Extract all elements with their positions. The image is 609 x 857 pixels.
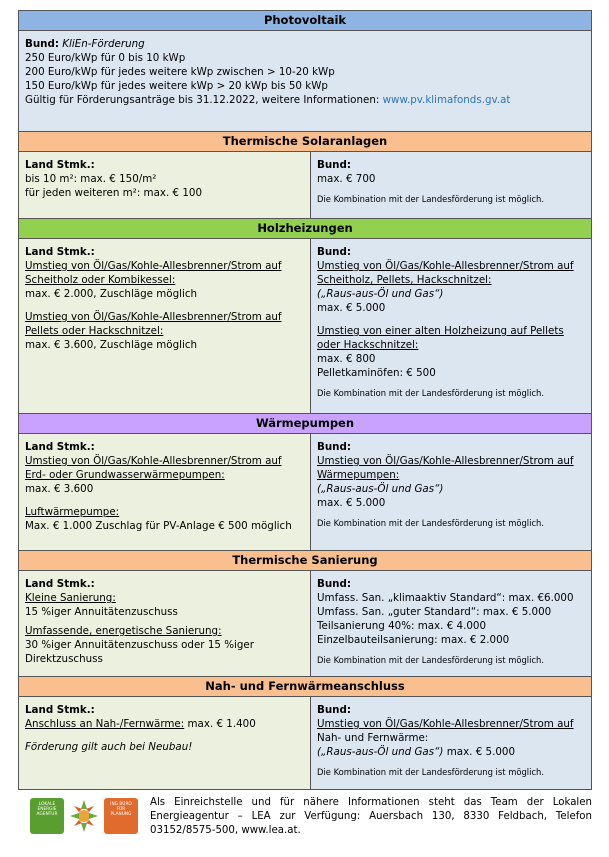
solar-row [19,152,591,219]
waerme-bund-a-tag: („Raus-aus-Öl und Gas“) [317,483,444,495]
waerme-row [19,434,591,551]
holz-bund-cell [311,239,591,413]
solar-note: Die Kombination mit der Landesförderung ist möglich. [317,194,545,204]
waerme-land-a-title: Umstieg von Öl/Gas/Kohle-Allesbrenner/Strom auf Erd- oder Grundwasserwärmepumpen: [25,455,282,481]
holz-bund-a-tag: („Raus-aus-Öl und Gas“) [317,288,444,300]
waerme-land-cell [19,434,311,550]
solar-land-line: bis 10 m²: max. € 150/m² [25,173,157,185]
pv-row [19,31,591,132]
solar-bund-line: max. € 700 [317,173,376,185]
fernwaerme-bund-a-rest: Nah- und Fernwärme: [317,732,429,744]
fernwaerme-land-a-value: max. € 1.400 [184,718,256,730]
sunflower-logo-icon [68,798,100,834]
sanierung-bund-line: Einzelbauteilsanierung: max. € 2.000 [317,634,510,646]
fernwaerme-row [19,697,591,790]
holz-land-a-value: max. € 2.000, Zuschläge möglich [25,288,198,300]
solar-land-label: Land Stmk.: [25,159,95,171]
section-header-solar: Thermische Solaranlagen [19,132,591,152]
waerme-land-label: Land Stmk.: [25,441,95,453]
waerme-bund-a-title: Umstieg von Öl/Gas/Kohle-Allesbrenner/Strom auf Wärmepumpen: [317,455,574,481]
waerme-bund-cell [311,434,591,550]
holz-bund-a-value: max. € 5.000 [317,302,386,314]
sanierung-land-cell [19,571,311,676]
sanierung-note: Die Kombination mit der Landesförderung ist möglich. [317,655,545,665]
fernwaerme-land-cell [19,697,311,789]
pv-validity: Gültig für Förderungsanträge bis 31.12.2022, weitere Informationen: [25,94,380,106]
sanierung-bund-line: Umfass. San. „guter Standard“: max. € 5.000 [317,606,552,618]
waerme-land-b-title: Luftwärmepumpe: [25,506,120,518]
lea-logo-text: LOKALE ENERGIE AGENTUR [36,802,58,817]
funding-table [18,10,592,790]
waerme-land-b-value: Max. € 1.000 Zuschlag für PV-Anlage € 500 möglich [25,520,292,532]
pv-line: 200 Euro/kWp für jedes weitere kWp zwischen > 10-20 kWp [25,66,335,78]
waerme-land-a-value: max. € 3.600 [25,483,94,495]
footer [30,796,592,844]
sanierung-land-b-value: 30 %iger Annuitätenzuschuss oder 15 %iger Direktzuschuss [25,639,254,665]
solar-bund-cell [311,152,591,218]
pv-program: KliEn-Förderung [62,38,145,50]
waerme-bund-label: Bund: [317,441,351,453]
solar-land-cell [19,152,311,218]
fernwaerme-bund-cell [311,697,591,789]
sanierung-bund-line: Teilsanierung 40%: max. € 4.000 [317,620,486,632]
holz-bund-b-title: Umstieg von einer alten Holzheizung auf Pellets oder Hackschnitzel: [317,325,564,351]
planning-office-logo [104,798,138,834]
holz-row [19,239,591,414]
fernwaerme-bund-a-tag: („Raus-aus-Öl und Gas“) [317,746,444,758]
fernwaerme-land-a-title: Anschluss an Nah-/Fernwärme: [25,718,185,730]
holz-bund-label: Bund: [317,246,351,258]
holz-land-b-value: max. € 3.600, Zuschläge möglich [25,339,198,351]
sanierung-bund-cell [311,571,591,676]
fernwaerme-bund-a-title: Umstieg von Öl/Gas/Kohle-Allesbrenner/Strom auf [317,718,574,730]
fernwaerme-bund-a-value: max. € 5.000 [443,746,516,758]
holz-bund-b-value: max. € 800 [317,353,376,365]
sanierung-land-a-title: Kleine Sanierung: [25,592,116,604]
pv-line: 250 Euro/kWp für 0 bis 10 kWp [25,52,186,64]
pv-cell [19,31,591,131]
fernwaerme-note: Die Kombination mit der Landesförderung ist möglich. [317,767,545,777]
section-header-photovoltaik: Photovoltaik [19,11,591,31]
waerme-note: Die Kombination mit der Landesförderung ist möglich. [317,518,545,528]
fernwaerme-land-note: Förderung gilt auch bei Neubau! [25,741,193,753]
fernwaerme-bund-label: Bund: [317,704,351,716]
section-header-fernwaerme: Nah- und Fernwärmeanschluss [19,677,591,697]
holz-land-b-title: Umstieg von Öl/Gas/Kohle-Allesbrenner/Strom auf Pellets oder Hackschnitzel: [25,311,282,337]
pv-line: 150 Euro/kWp für jedes weitere kWp > 20 kWp bis 50 kWp [25,80,328,92]
holz-land-a-title: Umstieg von Öl/Gas/Kohle-Allesbrenner/Strom auf Scheitholz oder Kombikessel: [25,260,282,286]
sanierung-bund-line: Umfass. San. „klimaaktiv Standard“: max. €6.000 [317,592,574,604]
holz-bund-b-extra: Pelletkaminöfen: € 500 [317,367,436,379]
waerme-bund-a-value: max. € 5.000 [317,497,386,509]
sanierung-land-a-value: 15 %iger Annuitätenzuschuss [25,606,178,618]
section-header-sanierung: Thermische Sanierung [19,551,591,571]
pv-link[interactable]: www.pv.klimafonds.gv.at [382,94,511,106]
holz-bund-a-title: Umstieg von Öl/Gas/Kohle-Allesbrenner/Strom auf Scheitholz, Pellets, Hackschnitzel: [317,260,574,286]
fernwaerme-land-label: Land Stmk.: [25,704,95,716]
solar-land-line: für jeden weiteren m²: max. € 100 [25,187,203,199]
planning-logo-text: ING BÜRO FÜR PLANUNG [110,802,132,817]
sanierung-land-b-title: Umfassende, energetische Sanierung: [25,625,222,637]
solar-bund-label: Bund: [317,159,351,171]
holz-land-label: Land Stmk.: [25,246,95,258]
sanierung-row [19,571,591,677]
section-header-waerme: Wärmepumpen [19,414,591,434]
pv-bund-label: Bund: [25,38,59,50]
footer-contact-text: Als Einreichstelle und für nähere Informationen steht das Team der Lokalen Energieagentur – LEA zur Verfügung: Auersbach 130, 8330 Feldbach, Telefon 03152/8575-500, www.lea.at. [150,797,592,836]
sanierung-land-label: Land Stmk.: [25,578,95,590]
lea-logo [30,798,64,834]
holz-note: Die Kombination mit der Landesförderung ist möglich. [317,388,545,398]
section-header-holz: Holzheizungen [19,219,591,239]
holz-land-cell [19,239,311,413]
sanierung-bund-label: Bund: [317,578,351,590]
